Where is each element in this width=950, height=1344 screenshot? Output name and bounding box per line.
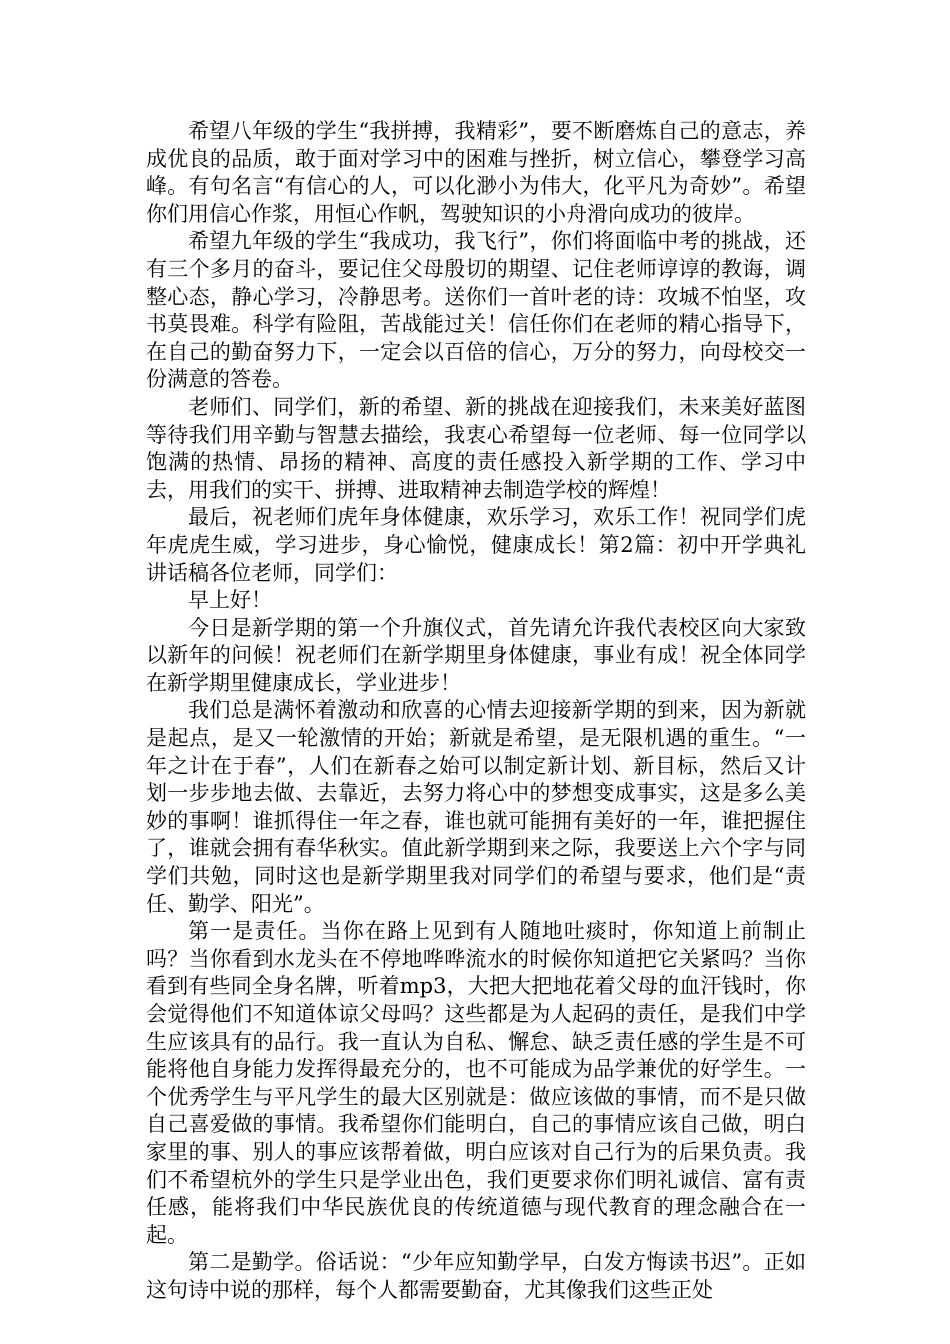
paragraph-new-semester: 我们总是满怀着激动和欣喜的心情去迎接新学期的到来，因为新就是起点，是又一轮激情的开始；新就是希望，是无限机遇的重生。“一年之计在于春”，人们在新春之始可以制定新计划、新目标，然后又计划一步步地去做、去靠近，去努力将心中的梦想变成事实，这是多么美妙的事啊！谁抓得住一年之春，谁也就可能拥有美好的一年，谁把握住了，谁就会拥有春华秋实。值此新学期到来之际，我要送上六个字与同学们共勉，同时这也是新学期里我对同学们的希望与要求，他们是“责任、勤学、阳光”。: [146, 698, 806, 916]
paragraph-grade9: 希望九年级的学生“我成功，我飞行”，你们将面临中考的挑战，还有三个多月的奋斗，要记住父母殷切的期望、记住老师谆谆的教诲，调整心态，静心学习，冷静思考。送你们一首叶老的诗：攻城不怕坚，攻书莫畏难。科学有险阻，苦战能过关！信任你们在老师的精心指导下，在自己的勤奋努力下，一定会以百倍的信心，万分的努力，向母校交一份满意的答卷。: [146, 229, 806, 392]
paragraph-grade8: 希望八年级的学生“我拼搏，我精彩”，要不断磨炼自己的意志，养成优良的品质，敢于面对学习中的困难与挫折，树立信心，攀登学习高峰。有句名言“有信心的人，可以化渺小为伟大，化平凡为奇妙”。希望你们用信心作浆，用恒心作帆，驾驶知识的小舟滑向成功的彼岸。: [146, 119, 806, 226]
paragraph-greeting: 早上好！: [188, 588, 272, 613]
paragraph-flag-ceremony: 今日是新学期的第一个升旗仪式，首先请允许我代表校区向大家致以新年的问候！祝老师们在新学期里身体健康，事业有成！祝全体同学在新学期里健康成长，学业进步！: [146, 615, 806, 695]
document-page: [146, 118, 806, 1305]
paragraph-closing-wishes: 最后，祝老师们虎年身体健康，欢乐学习，欢乐工作！祝同学们虎年虎虎生威，学习进步，身心愉悦，健康成长！第2篇：初中开学典礼讲话稿各位老师，同学们：: [146, 505, 806, 585]
paragraph-responsibility: 第一是责任。当你在路上见到有人随地吐痰时，你知道上前制止吗？当你看到水龙头在不停地哗哗流水的时候你知道把它关紧吗？当你看到有些同全身名牌，听着mp3，大把大把地花着父母的血汗钱时，你会觉得他们不知道体谅父母吗？这些都是为人起码的责任，是我们中学生应该具有的品行。我一直认为自私、懈怠、缺乏责任感的学生是不可能将他自身能力发挥得最充分的，也不可能成为品学兼优的好学生。一个优秀学生与平凡学生的最大区别就是：做应该做的事情，而不是只做自己喜爱做的事情。我希望你们能明白，自己的事情应该自己做，明白家里的事、别人的事应该帮着做，明白应该对自己行为的后果负责。我们不希望杭外的学生只是学业出色，我们更要求你们明礼诚信、富有责任感，能将我们中华民族优良的传统道德与现代教育的理念融合在一起。: [146, 919, 806, 1247]
paragraph-diligence: 第二是勤学。俗话说：“少年应知勤学早，白发方悔读书迟”。正如这句诗中说的那样，每个人都需要勤奋，尤其像我们这些正处: [146, 1250, 806, 1302]
paragraph-new-hope: 老师们、同学们，新的希望、新的挑战在迎接我们，未来美好蓝图等待我们用辛勤与智慧去描绘，我衷心希望每一位老师、每一位同学以饱满的热情、昂扬的精神、高度的责任感投入新学期的工作、学习中去，用我们的实干、拼搏、进取精神去制造学校的辉煌！: [146, 394, 806, 502]
